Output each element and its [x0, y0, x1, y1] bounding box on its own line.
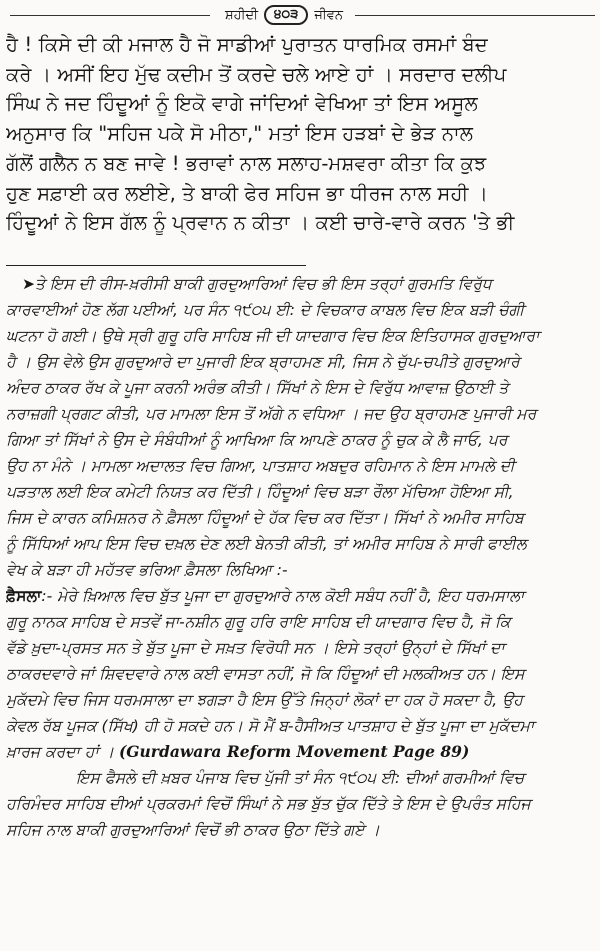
footnote-line: ਜਿਸ ਦੇ ਕਾਰਨ ਕਮਿਸ਼ਨਰ ਨੇ ਫ਼ੈਸਲਾ ਹਿੰਦੂਆਂ ਦੇ ਹੱਕ ਵਿਚ ਕਰ ਦਿੱਤਾ। ਸਿੱਖਾਂ ਨੇ ਅਮੀਰ ਸਾਹਿਬ	[6, 509, 524, 527]
footnote-line: ਵੱਡੇ ਖ਼ੁਦਾ-ਪ੍ਰਸਤ ਸਨ ਤੇ ਬੁੱਤ ਪੂਜਾ ਦੇ ਸਖ਼ਤ ਵਿਰੋਧੀ ਸਨ । ਇਸੇ ਤਰ੍ਹਾਂ ਉਨ੍ਹਾਂ ਦੇ ਸਿੱਖਾਂ ਦਾ	[6, 639, 505, 657]
verdict-first-line	[6, 583, 594, 609]
header-center	[214, 4, 354, 26]
footnote-line: ਅੰਦਰ ਠਾਕਰ ਰੱਖ ਕੇ ਪੂਜਾ ਕਰਨੀ ਅਰੰਭ ਕੀਤੀ। ਸਿੱਖਾਂ ਨੇ ਇਸ ਦੇ ਵਿਰੁੱਧ ਆਵਾਜ਼ ਉਠਾਈ ਤੇ	[6, 379, 509, 397]
main-body-text	[6, 30, 594, 238]
page-number: ੪੦੩	[264, 5, 308, 25]
main-line: ਗੱਲੋਂ ਗਲੈਨ ਨ ਬਣ ਜਾਵੇ ! ਭਰਾਵਾਂ ਨਾਲ ਸਲਾਹ-ਮਸ਼ਵਰਾ ਕੀਤਾ ਕਿ ਕੁਝ	[6, 151, 487, 175]
main-line: ਹੁਣ ਸਫ਼ਾਈ ਕਰ ਲਈਏ, ਤੇ ਬਾਕੀ ਫੇਰ ਸਹਿਜ ਭਾ ਧੀਰਜ ਨਾਲ ਸਹੀ ।	[6, 181, 488, 205]
header-right-word: ਜੀਵਨ	[314, 7, 344, 23]
header-rule-left	[10, 15, 210, 16]
verdict-label: ਫ਼ੈਸਲਾ	[6, 587, 42, 605]
footnote-line: ਹੈ । ਉਸ ਵੇਲੇ ਉਸ ਗੁਰਦੁਆਰੇ ਦਾ ਪੁਜਾਰੀ ਇਕ ਬ੍ਰਾਹਮਣ ਸੀ, ਜਿਸ ਨੇ ਚੁੱਪ-ਚਪੀਤੇ ਗੁਰਦੁਆਰੇ	[6, 353, 520, 371]
arrow-icon: ➤	[22, 275, 35, 293]
footnote-line: ਪੜਤਾਲ ਲਈ ਇਕ ਕਮੇਟੀ ਨਿਯਤ ਕਰ ਦਿੱਤੀ। ਹਿੰਦੂਆਂ ਵਿਚ ਬੜਾ ਰੌਲਾ ਮੱਚਿਆ ਹੋਇਆ ਸੀ,	[6, 483, 514, 501]
verdict-closing: ਖ਼ਾਰਜ ਕਰਦਾ ਹਾਂ ।	[6, 743, 115, 761]
main-line: ਸਿੰਘ ਨੇ ਜਦ ਹਿੰਦੂਆਂ ਨੂੰ ਇਕੋ ਵਾਗੇ ਜਾਂਦਿਆਂ ਵੇਖਿਆ ਤਾਂ ਇਸ ਅਸੂਲ	[6, 92, 478, 116]
main-line: ਕਰੇ । ਅਸੀਂ ਇਹ ਮੁੱਢ ਕਦੀਮ ਤੋਂ ਕਰਦੇ ਚਲੇ ਆਏ ਹਾਂ । ਸਰਦਾਰ ਦਲੀਪ	[6, 62, 507, 86]
footnote-line: ਗਿਆ ਤਾਂ ਸਿੱਖਾਂ ਨੇ ਉਸ ਦੇ ਸੰਬੰਧੀਆਂ ਨੂੰ ਆਖਿਆ ਕਿ ਆਪਣੇ ਠਾਕਰ ਨੂੰ ਚੁਕ ਕੇ ਲੈ ਜਾਓ, ਪਰ	[6, 431, 508, 449]
footnote-line: ਨਰਾਜ਼ਗੀ ਪ੍ਰਗਟ ਕੀਤੀ, ਪਰ ਮਾਮਲਾ ਇਸ ਤੋਂ ਅੱਗੇ ਨ ਵਧਿਆ । ਜਦ ਉਹ ਬ੍ਰਾਹਮਣ ਪੁਜਾਰੀ ਮਰ	[6, 405, 537, 423]
footnote-block	[6, 271, 594, 843]
running-header	[0, 2, 600, 26]
footnote-line: ਕਾਰਵਾਈਆਂ ਹੋਣ ਲੱਗ ਪਈਆਂ, ਪਰ ਸੰਨ ੧੯੦੫ ਈ: ਦੇ ਵਿਚਕਾਰ ਕਾਬਲ ਵਿਚ ਇਕ ਬੜੀ ਚੰਗੀ	[6, 301, 525, 319]
footnote-text: ਤੇ ਇਸ ਦੀ ਰੀਸ-ਖ਼ਰੀਸੀ ਬਾਕੀ ਗੁਰਦੁਆਰਿਆਂ ਵਿਚ ਭੀ ਇਸ ਤਰ੍ਹਾਂ ਗੁਰਮਤਿ ਵਿਰੁੱਧ	[35, 275, 492, 293]
footnote-line: ਗੁਰੂ ਨਾਨਕ ਸਾਹਿਬ ਦੇ ਸਤਵੇਂ ਜਾ-ਨਸ਼ੀਨ ਗੁਰੂ ਹਰਿ ਰਾਇ ਸਾਹਿਬ ਦੀ ਯਾਦਗਾਰ ਵਿਚ ਹੈ, ਜੋ ਕਿ	[6, 613, 511, 631]
header-rule-right	[355, 15, 595, 16]
main-line: ਅਨੁਸਾਰ ਕਿ "ਸਹਿਜ ਪਕੇ ਸੋ ਮੀਠਾ," ਮਤਾਂ ਇਸ ਹੜਬਾਂ ਦੇ ਭੇੜ ਨਾਲ	[6, 122, 474, 146]
footnote-line: ਹਰਿਮੰਦਰ ਸਾਹਿਬ ਦੀਆਂ ਪ੍ਰਕਰਮਾਂ ਵਿਚੋਂ ਸਿੰਘਾਂ ਨੇ ਸਭ ਬੁੱਤ ਚੁੱਕ ਦਿੱਤੇ ਤੇ ਇਸ ਦੇ ਉਪਰੰਤ ਸਹਿਜ	[6, 795, 531, 813]
main-line: ਹਿੰਦੂਆਂ ਨੇ ਇਸ ਗੱਲ ਨੂੰ ਪ੍ਰਵਾਨ ਨ ਕੀਤਾ । ਕਈ ਚਾਰੇ-ਵਾਰੇ ਕਰਨ 'ਤੇ ਭੀ	[6, 211, 515, 235]
verdict-last-line	[6, 739, 594, 765]
footnote-line: ਕੇਵਲ ਰੱਬ ਪੂਜਕ (ਸਿੱਖ) ਹੀ ਹੋ ਸਕਦੇ ਹਨ। ਸੋ ਮੈਂ ਬ-ਹੈਸੀਅਤ ਪਾਤਸ਼ਾਹ ਦੇ ਬੁੱਤ ਪੂਜਾ ਦਾ ਮੁਕੱਦਮਾ	[6, 717, 535, 735]
footnote-line: ਉਹ ਨਾ ਮੰਨੇ । ਮਾਮਲਾ ਅਦਾਲਤ ਵਿਚ ਗਿਆ, ਪਾਤਸ਼ਾਹ ਅਬਦੁਰ ਰਹਿਮਾਨ ਨੇ ਇਸ ਮਾਮਲੇ ਦੀ	[6, 457, 515, 475]
main-line: ਹੈ ! ਕਿਸੇ ਦੀ ਕੀ ਮਜਾਲ ਹੈ ਜੋ ਸਾਡੀਆਂ ਪੁਰਾਤਨ ਧਾਰਮਿਕ ਰਸਮਾਂ ਬੰਦ	[6, 33, 488, 56]
footnote-line: ਸਹਿਜ ਨਾਲ ਬਾਕੀ ਗੁਰਦੁਆਰਿਆਂ ਵਿਚੋਂ ਭੀ ਠਾਕਰ ਉਠਾ ਦਿੱਤੇ ਗਏ ।	[6, 821, 380, 839]
footnote-line: ਨੂੰ ਸਿੱਧਿਆਂ ਆਪ ਇਸ ਵਿਚ ਦਖ਼ਲ ਦੇਣ ਲਈ ਬੇਨਤੀ ਕੀਤੀ, ਤਾਂ ਅਮੀਰ ਸਾਹਿਬ ਨੇ ਸਾਰੀ ਫਾਈਲ	[6, 535, 527, 553]
footnote-line	[6, 271, 594, 297]
citation: (Gurdawara Reform Movement Page 89)	[118, 742, 470, 761]
footnote-line: ਇਸ ਫੈਸਲੇ ਦੀ ਖ਼ਬਰ ਪੰਜਾਬ ਵਿਚ ਪੁੱਜੀ ਤਾਂ ਸੰਨ ੧੯੦੫ ਈ: ਦੀਆਂ ਗਰਮੀਆਂ ਵਿਚ	[76, 769, 525, 787]
verdict-text: :- ਮੇਰੇ ਖ਼ਿਆਲ ਵਿਚ ਬੁੱਤ ਪੂਜਾ ਦਾ ਗੁਰਦੁਆਰੇ ਨਾਲ ਕੋਈ ਸਬੰਧ ਨਹੀਂ ਹੈ, ਇਹ ਧਰਮਸਾਲਾ	[41, 587, 525, 605]
footnote-line: ਵੇਖ ਕੇ ਬੜਾ ਹੀ ਮਹੱਤਵ ਭਰਿਆ ਫ਼ੈਸਲਾ ਲਿਖਿਆ :-	[6, 561, 288, 579]
footnote-line: ਠਾਕਰਦਵਾਰੇ ਜਾਂ ਸ਼ਿਵਦਵਾਰੇ ਨਾਲ ਕਈ ਵਾਸਤਾ ਨਹੀਂ, ਜੋ ਕਿ ਹਿੰਦੂਆਂ ਦੀ ਮਲਕੀਅਤ ਹਨ। ਇਸ	[6, 665, 525, 683]
footnote-line: ਘਟਨਾ ਹੋ ਗਈ। ਉਥੇ ਸ੍ਰੀ ਗੁਰੂ ਹਰਿ ਸਾਹਿਬ ਜੀ ਦੀ ਯਾਦਗਾਰ ਵਿਚ ਇਕ ਇਤਿਹਾਸਕ ਗੁਰਦੁਆਰਾ	[6, 327, 540, 345]
header-left-word: ਸ਼ਹੀਦੀ	[224, 7, 259, 23]
footnote-divider	[6, 265, 306, 266]
footnote-line: ਮੁਕੱਦਮੇ ਵਿਚ ਜਿਸ ਧਰਮਸਾਲਾ ਦਾ ਝਗੜਾ ਹੈ ਇਸ ਉੱਤੇ ਜਿਨ੍ਹਾਂ ਲੋਕਾਂ ਦਾ ਹਕ ਹੋ ਸਕਦਾ ਹੈ, ਉਹ	[6, 691, 523, 709]
